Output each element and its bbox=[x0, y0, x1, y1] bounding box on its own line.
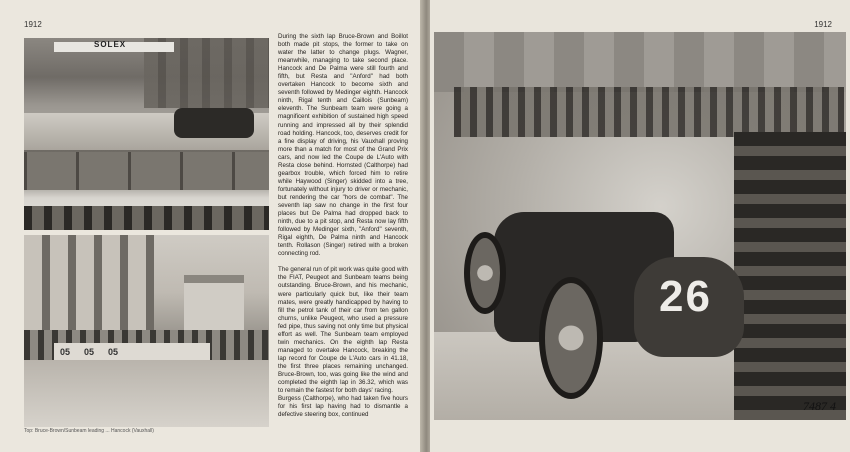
crowd bbox=[24, 206, 269, 230]
car-number: 26 bbox=[659, 272, 712, 321]
plate-number: 7487 4 bbox=[803, 399, 836, 413]
photo-caption: Top: Bruce-Brown/Sunbeam leading ... Hancock (Vauxhall) bbox=[24, 428, 154, 434]
large-photo-pit-stop bbox=[434, 32, 846, 420]
houses bbox=[24, 235, 154, 330]
solex-banner: SOLEX bbox=[94, 40, 127, 49]
spectator-crowd bbox=[454, 87, 844, 137]
left-page bbox=[0, 0, 424, 452]
spectators-right bbox=[734, 132, 846, 420]
middle-photo-fence bbox=[24, 150, 269, 230]
signboard bbox=[54, 343, 210, 361]
front-wheel bbox=[464, 232, 506, 314]
bottom-photo-village-race bbox=[24, 235, 269, 427]
board-text: 05 bbox=[60, 347, 71, 357]
house bbox=[184, 275, 244, 333]
top-photo-bridge-race bbox=[24, 38, 269, 150]
board-text: 05 bbox=[84, 347, 95, 357]
race-car bbox=[174, 108, 254, 138]
right-page-number: 1912 bbox=[814, 20, 832, 29]
rear-wheel bbox=[539, 277, 603, 399]
left-page-number: 1912 bbox=[24, 20, 42, 29]
road bbox=[24, 360, 269, 427]
background-buildings bbox=[434, 32, 846, 92]
board-text: 05 bbox=[108, 347, 119, 357]
body-text: During the sixth lap Bruce-Brown and Boillot both made pit stops, the former to take on water the latter to change plugs. Wagner, meanwhile, managing to take second place. Hancock and De Palma were still fourth and fifth, but Resta and "Anford" had both overtaken Hancock to become sixth and seventh followed by Medinger eighth. Hancock ninth, Rigal tenth and Caillois (Sunbeam) eleventh. The Sunbeam team were going a magnificent exhibition of sustained high speed running and impressed all by their splendid road holding. Hancock, too, deserves credit for a fine display of driving, his Vauxhall proving more than a match for most of the Grand Prix cars, and now led the Coupe de L'Auto with Resta close behind. Hornsted (Calthorpe) had gearbox trouble, which forced him to retire while Haywood (Singer) skidded into a tree, fortunately without injury to driver or mechanic, but rendering the car "hors de combat". The seventh lap saw no change in the first four places but De Palma had dropped back to ninth, due to a pit stop, and Resta now lay fifth followed by Medinger sixth, "Anford" seventh, Rigal eighth, De Palma ninth and Hancock tenth. Rollason (Singer) retired with a broken connecting rod. The general run of pit work was quite good with the FIAT, Peugeot and Sunbeam teams being outstanding. Bruce-Brown, and his mechanic, were particularly quick but, like their team mates, were greatly handicapped by having to fill the petrol tank of their car from ten gallon churns, unlike Peugeot, who used a pressure fed pipe, thus saving not only time but physical effort as well. The Sunbeam team employed twin mechanics. On the eighth lap Resta managed to overtake Hancock, breaking the lap record for Coupe de L'Auto cars in 41.18, the first three places remaining unchanged. Bruce-Brown, too, was going like the wind and completed the eighth lap in 36.32, which was to remain the fastest for both days' racing. Burgess (Calthorpe), who had taken five hours for his first lap having had to dismantle a defective steering box, continued bbox=[278, 33, 408, 419]
fence bbox=[24, 152, 269, 190]
